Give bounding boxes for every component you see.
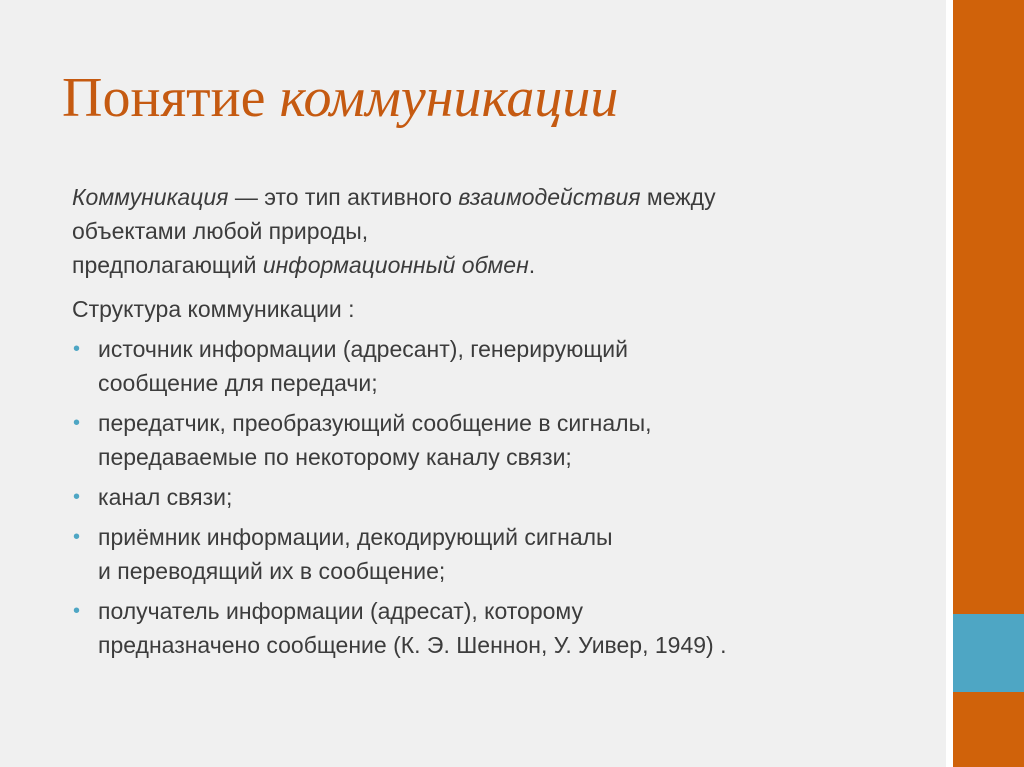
list-item-line2: сообщение для передачи; xyxy=(98,370,378,396)
list-item xyxy=(72,480,922,514)
side-bar-orange-top xyxy=(953,0,1024,614)
definition-paragraph xyxy=(72,180,922,282)
definition-italic1: взаимодействия xyxy=(458,184,641,210)
bullet-icon: • xyxy=(73,338,81,360)
bullet-icon: • xyxy=(73,412,81,434)
list-item xyxy=(72,594,922,662)
list-item-line1: получатель информации (адресат), которому xyxy=(98,598,583,624)
list-item-line1: источник информации (адресант), генерирующий xyxy=(98,336,628,362)
decorative-side-bar xyxy=(946,0,1024,767)
definition-line3-plain: предполагающий xyxy=(72,252,263,278)
definition-term: Коммуникация xyxy=(72,184,229,210)
definition-line2: объектами любой природы, xyxy=(72,218,369,244)
list-item-line1: приёмник информации, декодирующий сигналы xyxy=(98,524,613,550)
bullet-icon: • xyxy=(73,600,81,622)
definition-line3-end: . xyxy=(528,252,536,278)
structure-list xyxy=(72,332,922,662)
title-italic: коммуникации xyxy=(279,67,619,129)
bullet-icon: • xyxy=(73,526,81,548)
list-item xyxy=(72,332,922,400)
list-item xyxy=(72,520,922,588)
list-item-line2: и переводящий их в сообщение; xyxy=(98,558,446,584)
list-item xyxy=(72,406,922,474)
side-bar-blue-accent xyxy=(953,614,1024,692)
list-item-line2: предназначено сообщение (К. Э. Шеннон, У. Уивер, 1949) . xyxy=(98,632,727,658)
side-bar-orange-bottom xyxy=(953,692,1024,767)
slide-body xyxy=(72,180,922,668)
bullet-icon: • xyxy=(73,486,81,508)
definition-part2: между xyxy=(640,184,716,210)
structure-heading: Структура коммуникации : xyxy=(72,296,355,322)
title-plain: Понятие xyxy=(62,67,280,129)
slide-title xyxy=(62,62,618,134)
definition-part1: — это тип активного xyxy=(228,184,459,210)
list-item-line1: канал связи; xyxy=(98,484,233,510)
list-item-line2: передаваемые по некоторому каналу связи; xyxy=(98,444,572,470)
list-item-line1: передатчик, преобразующий сообщение в сигналы, xyxy=(98,410,652,436)
definition-line3-italic: информационный обмен xyxy=(262,252,529,278)
